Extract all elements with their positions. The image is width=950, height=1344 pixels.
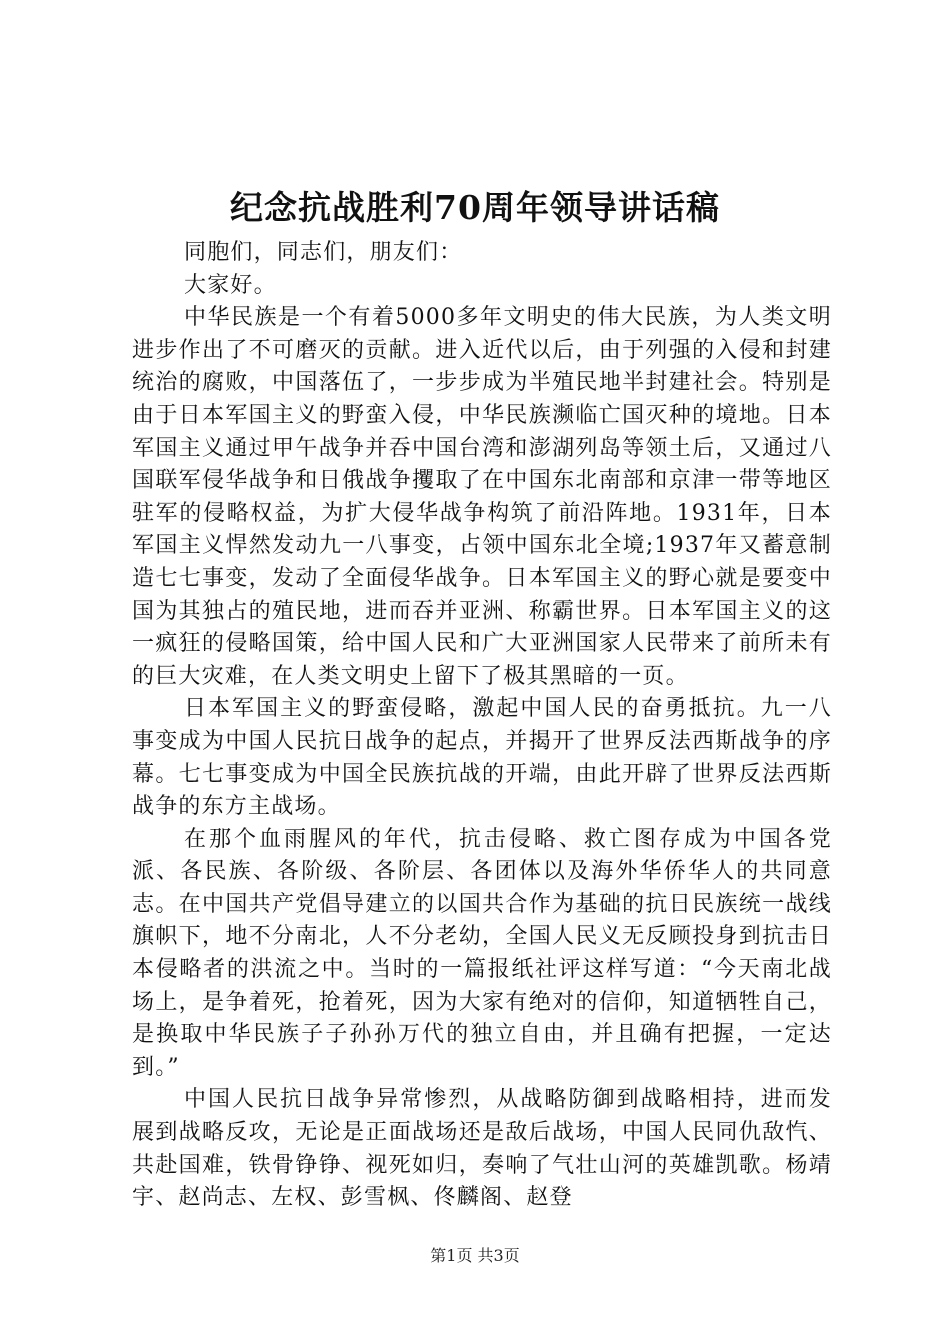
page-number: 第1页 共3页 bbox=[430, 1246, 520, 1265]
paragraph-hello: 大家好。 bbox=[184, 272, 277, 298]
paragraph-greeting: 同胞们，同志们，朋友们： bbox=[184, 240, 463, 265]
document-body bbox=[132, 237, 832, 1215]
paragraph-history: 中华民族是一个有着5000多年文明史的伟大民族，为人类文明进步作出了不可磨灭的贡献。进入近代以后，由于列强的入侵和封建统治的腐败，中国落伍了，一步步成为半殖民地半封建社会。特别是由于日本军国主义的野蛮入侵，中华民族濒临亡国灭种的境地。日本军国主义通过甲午战争并吞中国台湾和澎湖列岛等领土后，又通过八国联军侵华战争和日俄战争攫取了在中国东北南部和京津一带等地区驻军的侵略权益，为扩大侵华战争构筑了前沿阵地。1931年，日本军国主义悍然发动九一八事变，占领中国东北全境;1937年又蓄意制造七七事变，发动了全面侵华战争。日本军国主义的野心就是要变中国为其独占的殖民地，进而吞并亚洲、称霸世界。日本军国主义的这一疯狂的侵略国策，给中国人民和广大亚洲国家人民带来了前所未有的巨大灾难，在人类文明史上留下了极其黑暗的一页。 bbox=[132, 305, 832, 689]
paragraph-united-front: 在那个血雨腥风的年代，抗击侵略、救亡图存成为中国各党派、各民族、各阶级、各阶层、各团体以及海外华侨华人的共同意志。在中国共产党倡导建立的以国共合作为基础的抗日民族统一战线旗帜下，地不分南北，人不分老幼，全国人民义无反顾投身到抗击日本侵略者的洪流之中。当时的一篇报纸社评这样写道：“今天南北战场上，是争着死，抢着死，因为大家有绝对的信仰，知道牺牲自己，是换取中华民族子子孙孙万代的独立自由，并且确有把握，一定达到。” bbox=[132, 826, 832, 1080]
paragraph-resistance: 日本军国主义的野蛮侵略，激起中国人民的奋勇抵抗。九一八事变成为中国人民抗日战争的起点，并揭开了世界反法西斯战争的序幕。七七事变成为中国全民族抗战的开端，由此开辟了世界反法西斯战争的东方主战场。 bbox=[132, 696, 832, 820]
document-title: 纪念抗战胜利70周年领导讲话稿 bbox=[230, 188, 720, 227]
paragraph-heroes: 中国人民抗日战争异常惨烈，从战略防御到战略相持，进而发展到战略反攻，无论是正面战场还是敌后战场，中国人民同仇敌忾、共赴国难，铁骨铮铮、视死如归，奏响了气壮山河的英雄凯歌。杨靖宇、赵尚志、左权、彭雪枫、佟麟阁、赵登 bbox=[132, 1087, 832, 1211]
